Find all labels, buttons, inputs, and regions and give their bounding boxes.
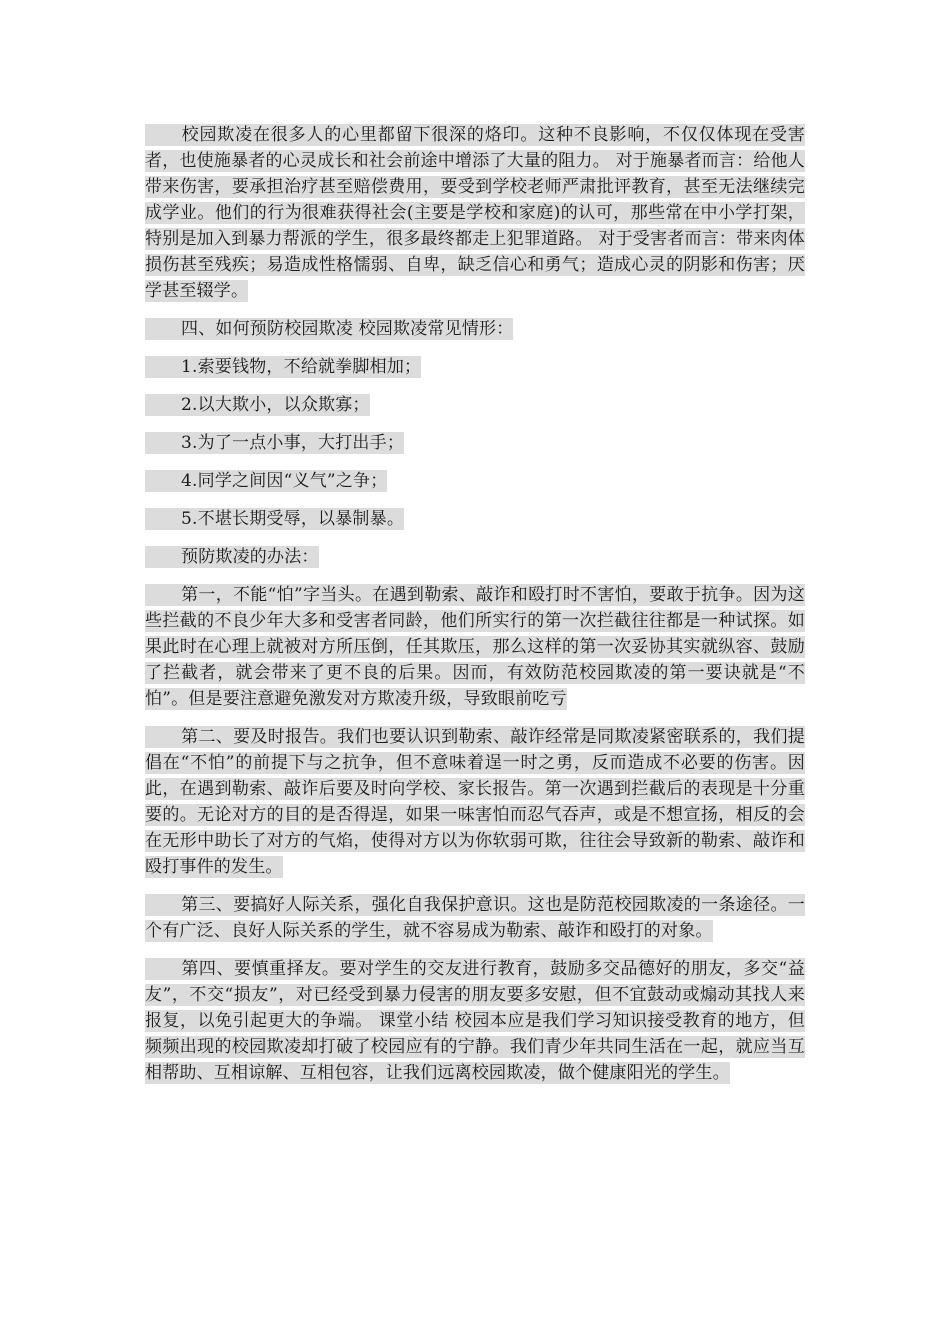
list-item-3 (145, 430, 805, 456)
paragraph-text: 第一，不能“怕”字当头。在遇到勒索、敲诈和殴打时不害怕，要敢于抗争。因为这些拦截的不良少年大多和受害者同龄，他们所实行的第一次拦截往往都是一种试探。如果此时在心理上就被对方所压倒，任其欺压，那么这样的第一次妥协其实就纵容、鼓励了拦截者，就会带来了更不良的后果。因而，有效防范校园欺凌的第一要诀就是“不怕”。但是要注意避免激发对方欺凌升级，导致眼前吃亏 (145, 585, 805, 709)
method-1 (145, 582, 805, 712)
paragraph-text: 第二、要及时报告。我们也要认识到勒索、敲诈经常是同欺凌紧密联系的，我们提倡在“不怕”的前提下与之抗争，但不意味着逞一时之勇，反而造成不必要的伤害。因此，在遇到勒索、敲诈后要及时向学校、家长报告。第一次遇到拦截后的表现是十分重要的。无论对方的目的是否得逞，如果一味害怕而忍气吞声，或是不想宣扬，相反的会在无形中助长了对方的气焰，使得对方以为你软弱可欺，往往会导致新的勒索、敲诈和殴打事件的发生。 (145, 727, 805, 877)
list-item-4 (145, 468, 805, 494)
paragraph-text: 校园欺凌在很多人的心里都留下很深的烙印。这种不良影响，不仅仅体现在受害者，也使施暴者的心灵成长和社会前途中增添了大量的阻力。 对于施暴者而言：给他人带来伤害，要承担治疗甚至赔偿费用，要受到学校老师严肃批评教育，甚至无法继续完成学业。他们的行为很难获得社会(主要是学校和家庭)的认可，那些常在中小学打架，特别是加入到暴力帮派的学生，很多最终都走上犯罪道路。 对于受害者而言：带来肉体损伤甚至残疾；易造成性格懦弱、自卑，缺乏信心和勇气；造成心灵的阴影和伤害；厌学甚至辍学。 (145, 125, 805, 301)
paragraph-impact (145, 122, 805, 304)
paragraph-text: 第四、要慎重择友。要对学生的交友进行教育，鼓励多交品德好的朋友，多交“益友”，不交“损友”，对已经受到暴力侵害的朋友要多安慰，但不宜鼓动或煽动其找人来报复，以免引起更大的争端。 课堂小结 校园本应是我们学习知识接受教育的地方，但频频出现的校园欺凌却打破了校园应有的宁静。我们青少年共同生活在一起，就应当互相帮助、互相谅解、互相包容，让我们远离校园欺凌，做个健康阳光的学生。 (145, 959, 805, 1083)
paragraph-text: 预防欺凌的办法： (145, 546, 319, 568)
paragraph-text: 2.以大欺小，以众欺寡； (145, 394, 370, 416)
paragraph-text: 四、如何预防校园欺凌 校园欺凌常见情形： (145, 318, 513, 340)
method-3 (145, 892, 805, 944)
document-body (145, 122, 805, 1098)
paragraph-text: 5.不堪长期受辱，以暴制暴。 (145, 508, 404, 530)
paragraph-text: 3.为了一点小事，大打出手； (145, 432, 404, 454)
paragraph-text: 第三、要搞好人际关系，强化自我保护意识。这也是防范校园欺凌的一条途径。一个有广泛、良好人际关系的学生，就不容易成为勒索、敲诈和殴打的对象。 (145, 895, 805, 941)
list-item-1 (145, 354, 805, 380)
method-2 (145, 724, 805, 880)
list-item-2 (145, 392, 805, 418)
paragraph-text: 4.同学之间因“义气”之争； (145, 470, 387, 492)
paragraph-text: 1.索要钱物，不给就拳脚相加； (145, 356, 421, 378)
subheading-methods (145, 544, 805, 570)
list-item-5 (145, 506, 805, 532)
method-4-and-summary (145, 956, 805, 1086)
section-heading-prevention (145, 316, 805, 342)
